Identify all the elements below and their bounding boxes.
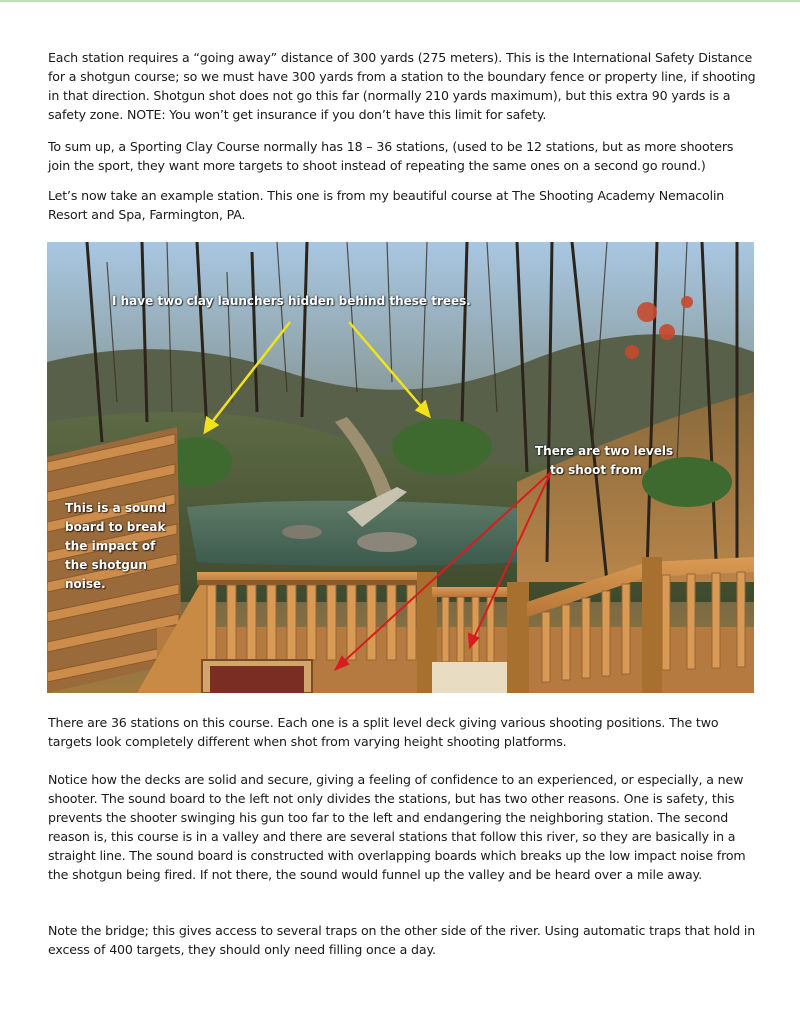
caption-sound-board-line: the impact of	[65, 539, 156, 553]
caption-sound-board-line: the shotgun	[65, 558, 147, 572]
paragraph-safety-distance: Each station requires a “going away” distance of 300 yards (275 meters). This is the International Safety Distance for a shotgun course; so we must have 300 yards from a station to the boundary fence or property line, if shooting in that direction. Shotgun shot does not go this far (normally 210 yards maximum), but this extra 90 yards is a safety zone. NOTE: You won’t get insurance if you don’t have this limit for safety.	[48, 50, 756, 122]
paragraph-36-stations: There are 36 stations on this course. Each one is a split level deck giving various shooting positions. The two targets look completely different when shot from varying height shooting platforms.	[48, 715, 719, 749]
paragraph-example-station: Let’s now take an example station. This one is from my beautiful course at The Shooting Academy Nemacolin Resort and Spa, Farmington, PA.	[48, 188, 725, 222]
paragraph-station-count: To sum up, a Sporting Clay Course normally has 18 – 36 stations, (used to be 12 stations, but as more shooters join the sport, they want more targets to shoot instead of repeating the same ones on a second go round.)	[48, 139, 734, 173]
caption-sound-board-line: This is a sound	[65, 501, 166, 515]
paragraph-bridge: Note the bridge; this gives access to several traps on the other side of the river. Using automatic traps that hold in excess of 400 targets, they should only need filling once a day.	[48, 923, 756, 957]
station-photo	[47, 242, 754, 693]
top-rule	[0, 0, 800, 2]
caption-two-levels-line1: There are two levels	[535, 444, 674, 458]
caption-clay-launchers: I have two clay launchers hidden behind these trees.	[112, 294, 471, 308]
caption-sound-board	[65, 499, 166, 594]
caption-sound-board-line: noise.	[65, 577, 106, 591]
paragraph-deck-sound-board: Notice how the decks are solid and secure, giving a feeling of confidence to an experienced, or especially, a new shooter. The sound board to the left not only divides the stations, but has two other reasons. One is safety, this prevents the shooter swinging his gun too far to the left and endangering the neighboring station. The second reason is, this course is in a valley and there are several stations that follow this river, so they are basically in a straight line. The sound board is constructed with overlapping boards which breaks up the low impact noise from the shotgun being fired. If not there, the sound would funnel up the valley and be heard over a mile away.	[48, 772, 746, 882]
caption-two-levels-line2: to shoot from	[550, 463, 643, 477]
caption-sound-board-line: board to break	[65, 520, 166, 534]
